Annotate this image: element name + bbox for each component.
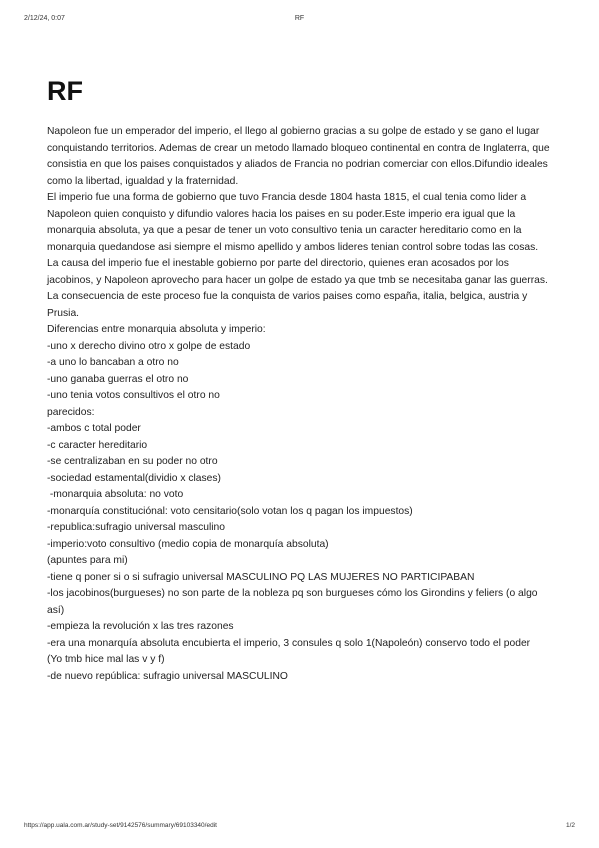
list-item: -empieza la revolución x las tres razones [47,621,234,632]
list-item: (Yo tmb hice mal las v y f) [47,654,165,665]
list-item: -tiene q poner si o si sufragio universal MASCULINO PQ LAS MUJERES NO PARTICIPABAN [47,571,475,583]
list-item: -uno ganaba guerras el otro no [47,373,189,385]
print-datetime: 2/12/24, 0:07 [24,15,65,22]
list-item: -se centralizaban en su poder no otro [47,456,218,467]
print-url: https://app.uala.com.ar/study-set/9142576/summary/69103340/edit [24,822,217,829]
list-item: -imperio:voto consultivo (medio copia de monarquía absoluta) [47,538,329,550]
list-item: -republica:sufragio universal masculino [47,522,225,533]
list-heading-diferencias: Diferencias entre monarquia absoluta y imperio: [47,324,266,335]
list-item: -era una monarquía absoluta encubierta el imperio, 3 consules q solo 1(Napoleón) conservo todo el poder [47,637,531,649]
list-item: -de nuevo república: sufragio universal MASCULINO [47,670,288,682]
list-item: -uno x derecho divino otro x golpe de estado [47,340,251,352]
document-title: RF [47,76,83,106]
list-item: -sociedad estamental(dividio x clases) [47,472,221,484]
list-item: -a uno lo bancaban a otro no [47,357,179,368]
document-body [47,124,552,685]
list-heading-parecidos: parecidos: [47,406,95,418]
list-item: -c caracter hereditario [47,439,148,451]
print-page-title: RF [294,15,305,22]
list-item: -monarquía constituciónal: voto censitario(solo votan los q pagan los impuestos) [47,505,413,517]
paragraph-napoleon: Napoleon fue un emperador del imperio, el llego al gobierno gracias a su golpe de estado y se gano el lugar conquistando territorios. Ademas de crear un metodo llamado bloqueo continental en contra de Inglaterra, que consistia en que los paises conquistados y aliados de Francia no podrian comerciar con ellos.Difundio ideales como la libertad, igualdad y la fraternidad. [47,126,550,187]
list-item: -uno tenia votos consultivos el otro no [47,390,220,401]
page-number: 1/2 [565,822,575,829]
list-item: -los jacobinos(burgueses) no son parte de la nobleza pq son burgueses cómo los Girondins y feliers (o algo así) [47,588,538,616]
list-item: -ambos c total poder [47,423,141,434]
print-header [24,15,575,27]
print-footer [24,822,575,832]
paragraph-causa: La causa del imperio fue el inestable gobierno por parte del directorio, quienes eran acosados por los jacobinos, y Napoleon aprovecho para hacer un golpe de estado ya que tmb se necesitaba ganar las guerras. La consecuencia de este proceso fue la conquista de varios paises como españa, italia, belgica, austria y Prusia. [47,258,548,319]
list-item: -monarquia absoluta: no voto [47,489,184,500]
list-heading-apuntes: (apuntes para mi) [47,555,128,566]
paragraph-imperio: El imperio fue una forma de gobierno que tuvo Francia desde 1804 hasta 1815, el cual tenia como lider a Napoleon quien conquisto y difundio valores hacia los paises en su poder.Este imperio era igual que la monarquia absoluta, ya que a pesar de tener un voto consultivo tenia un caracter hereditario como en la monarquia quedandose asi siempre el mismo apellido y ambos lideres tenian control sobre todas las cosas. [47,192,539,253]
